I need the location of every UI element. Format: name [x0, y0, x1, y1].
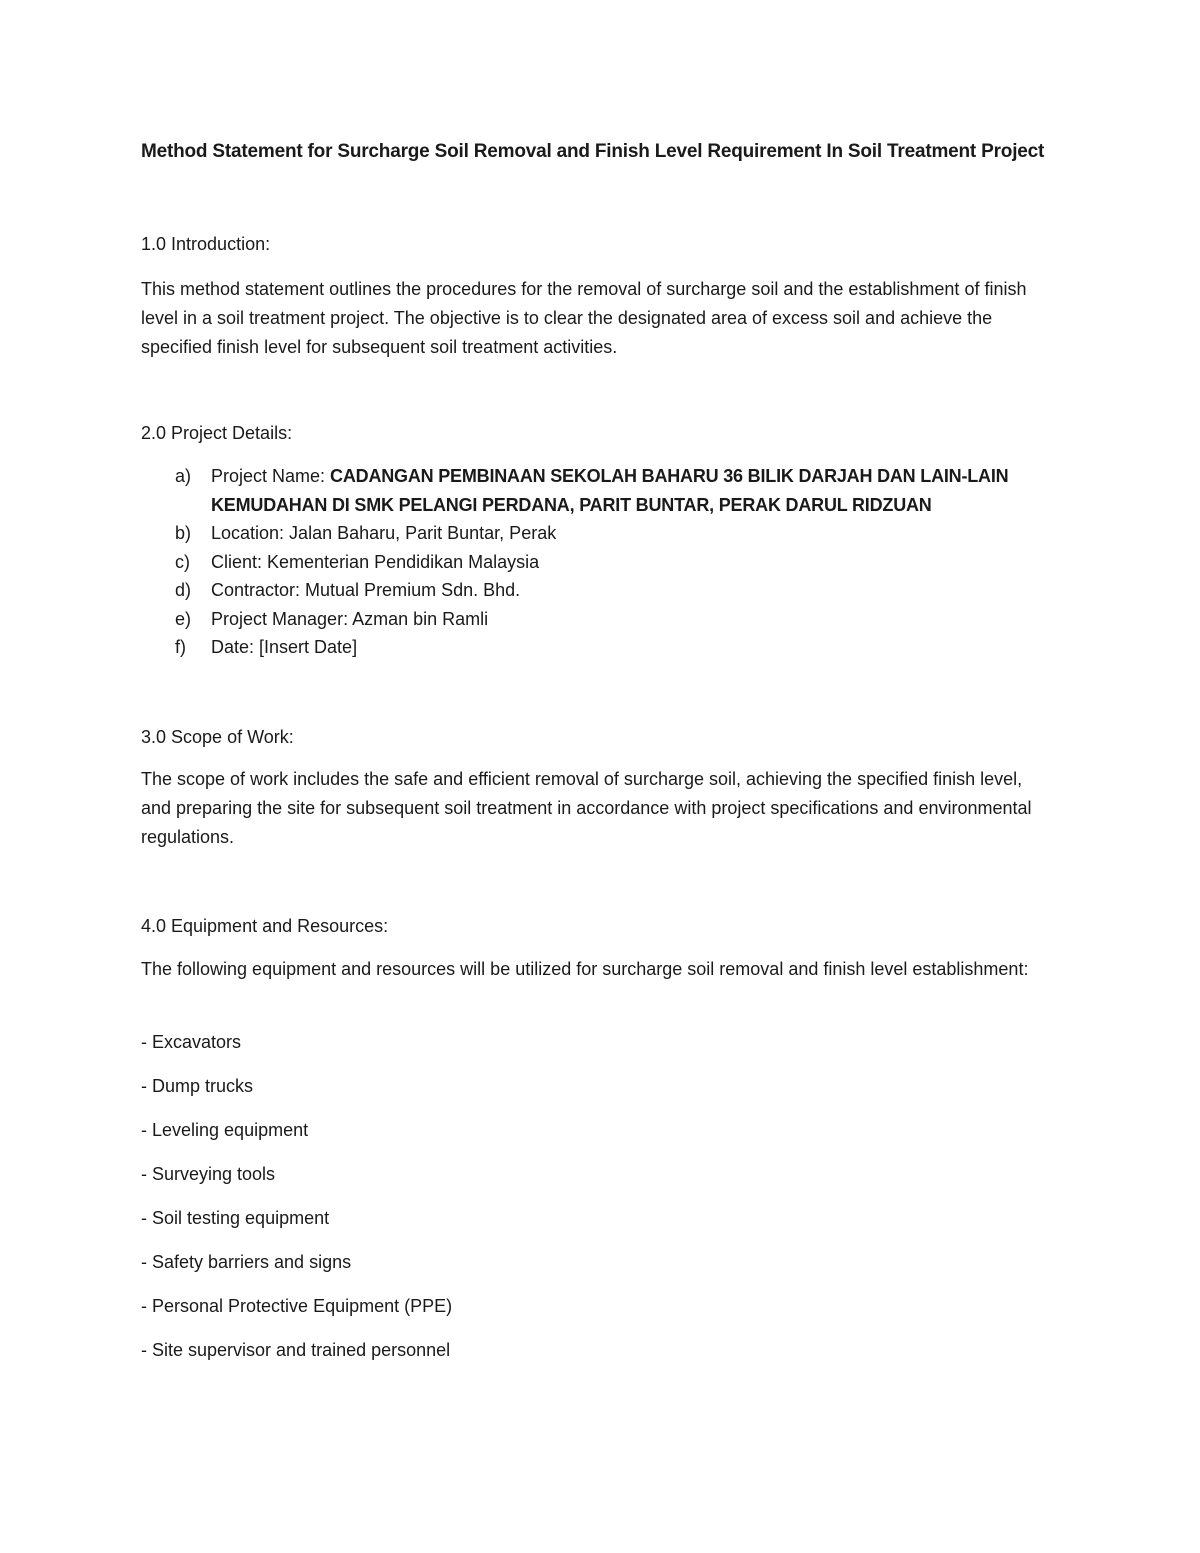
detail-date: Date: [Insert Date]: [211, 637, 358, 657]
list-item: - Leveling equipment: [141, 1120, 309, 1140]
detail-project-manager: Project Manager: Azman bin Ramli: [211, 608, 489, 629]
list-marker: b): [175, 523, 192, 543]
detail-client: Client: Kementerian Pendidikan Malaysia: [211, 551, 540, 572]
list-item: - Personal Protective Equipment (PPE): [141, 1296, 453, 1316]
list-item: [141, 548, 1041, 577]
list-item: - Surveying tools: [141, 1164, 276, 1184]
list-item: [141, 605, 1041, 634]
section-heading-equipment: 4.0 Equipment and Resources:: [141, 916, 389, 936]
list-marker: f): [175, 637, 186, 657]
detail-label-project-name: Project Name:: [211, 466, 331, 486]
equipment-intro-paragraph: The following equipment and resources will be utilized for surcharge soil removal and finish level establishment:: [141, 959, 1029, 979]
list-marker: c): [175, 551, 190, 572]
list-item: - Dump trucks: [141, 1076, 254, 1096]
detail-value-project-name: CADANGAN PEMBINAAN SEKOLAH BAHARU 36 BILIK DARJAH DAN LAIN-LAIN KEMUDAHAN DI SMK PELANGI PERDANA, PARIT BUNTAR, PERAK DARUL RIDZUAN: [211, 466, 1009, 515]
document-title: Method Statement for Surcharge Soil Removal and Finish Level Requirement In Soil Treatment Project: [141, 141, 1045, 162]
project-details-list: [141, 462, 1041, 662]
equipment-list: [141, 1030, 452, 1382]
list-marker: e): [175, 608, 192, 629]
list-item: [141, 633, 1041, 662]
list-item: - Site supervisor and trained personnel: [141, 1340, 451, 1360]
list-marker: d): [175, 580, 192, 600]
list-item: - Safety barriers and signs: [141, 1252, 352, 1272]
list-item: - Soil testing equipment: [141, 1208, 330, 1228]
detail-location: Location: Jalan Baharu, Parit Buntar, Perak: [211, 523, 557, 543]
section-heading-introduction: 1.0 Introduction:: [141, 234, 271, 254]
introduction-paragraph: This method statement outlines the procedures for the removal of surcharge soil and the establishment of finish level in a soil treatment project. The objective is to clear the designated area of excess soil and achieve the specified finish level for subsequent soil treatment activities.: [141, 279, 1027, 357]
section-heading-project-details: 2.0 Project Details:: [141, 423, 293, 443]
list-item: [141, 519, 1041, 548]
section-heading-scope: 3.0 Scope of Work:: [141, 727, 294, 747]
scope-paragraph: The scope of work includes the safe and efficient removal of surcharge soil, achieving the specified finish level, and preparing the site for subsequent soil treatment in accordance with project specifications and environmental regulations.: [141, 769, 1032, 847]
list-marker: a): [175, 466, 192, 486]
list-item: - Excavators: [141, 1032, 242, 1052]
list-item: [141, 462, 1041, 519]
detail-contractor: Contractor: Mutual Premium Sdn. Bhd.: [211, 580, 521, 600]
list-item: [141, 576, 1041, 605]
